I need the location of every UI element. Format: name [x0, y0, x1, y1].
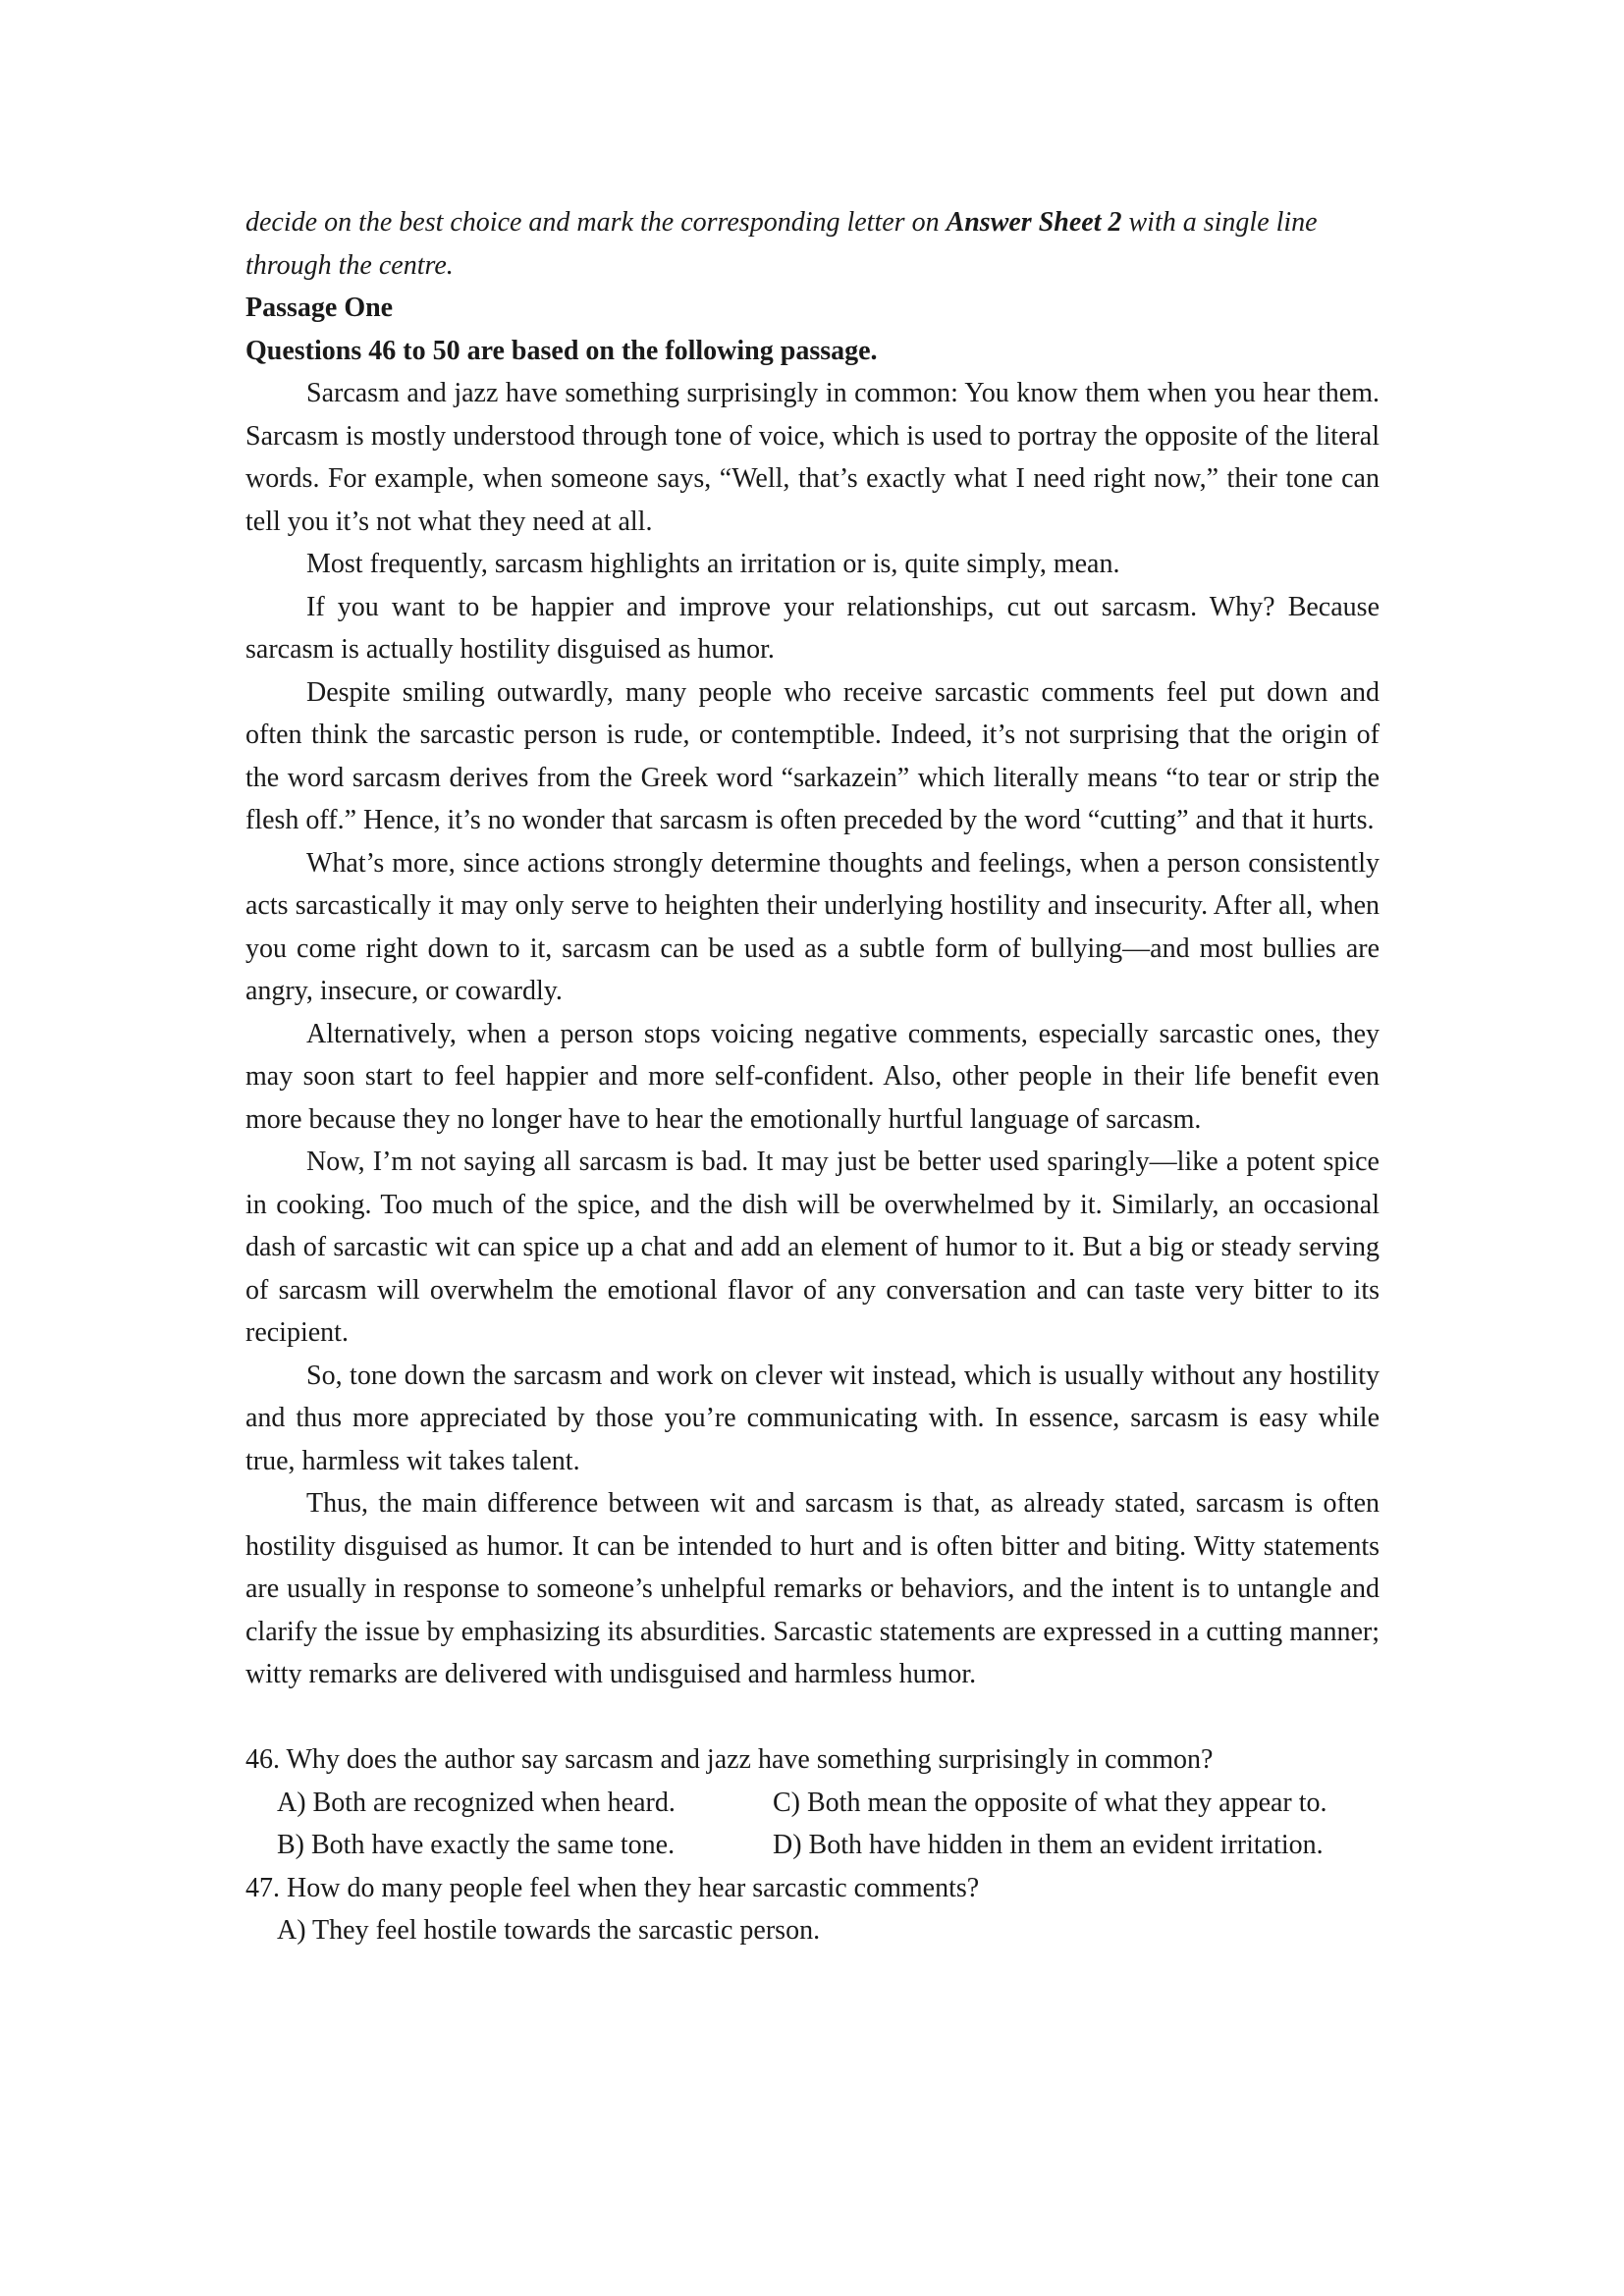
- option-46-c[interactable]: C) Both mean the opposite of what they appear to.: [773, 1787, 1327, 1818]
- option-46-d[interactable]: D) Both have hidden in them an evident irritation.: [773, 1830, 1324, 1860]
- answer-sheet-label: Answer Sheet 2: [946, 207, 1122, 238]
- option-47-a[interactable]: A) They feel hostile towards the sarcastic person.: [277, 1915, 821, 1946]
- passage-paragraph: Most frequently, sarcasm highlights an irritation or is, quite simply, mean.: [306, 549, 1120, 579]
- passage-paragraph: Alternatively, when a person stops voicing negative comments, especially sarcastic ones, they may soon start to feel happier and more self-confident. Also, other people in their life benefit even more because they no longer have to hear the emotionally hurtful language of sarcasm.: [245, 1018, 1380, 1135]
- option-46-b[interactable]: B) Both have exactly the same tone.: [277, 1830, 676, 1860]
- question-46-options: [245, 1782, 1380, 1867]
- passage-paragraph: What’s more, since actions strongly determine thoughts and feelings, when a person consistently acts sarcastically it may only serve to heighten their underlying hostility and insecurity. After all, when you come right down to it, sarcasm can be used as a subtle form of bullying—and most bullies are angry, insecure, or cowardly.: [245, 847, 1380, 1006]
- question-46: 46. Why does the author say sarcasm and jazz have something surprisingly in common?: [245, 1744, 1214, 1775]
- passage-paragraph: Now, I’m not saying all sarcasm is bad. It may just be better used sparingly—like a potent spice in cooking. Too much of the spice, and the dish will be overwhelmed by it. Similarly, an occasional dash of sarcastic wit can spice up a chat and add an element of humor to it. But a big or steady serving of sarcasm will overwhelm the emotional flavor of any conversation and can taste very bitter to its recipient.: [245, 1147, 1380, 1348]
- exam-page: [245, 201, 1380, 1952]
- passage-paragraph: If you want to be happier and improve your relationships, cut out sarcasm. Why? Because sarcasm is actually hostility disguised as humor.: [245, 591, 1380, 665]
- passage-subtitle: Questions 46 to 50 are based on the following passage.: [245, 335, 878, 366]
- passage-paragraph: Thus, the main difference between wit and sarcasm is that, as already stated, sarcasm is often hostility disguised as humor. It can be intended to hurt and is often bitter and biting. Witty statements are usually in response to someone’s unhelpful remarks or behaviors, and the intent is to untangle and clarify the issue by emphasizing its absurdities. Sarcastic statements are expressed in a cutting manner; witty remarks are delivered with undisguised and harmless humor.: [245, 1488, 1380, 1689]
- passage-paragraph: Despite smiling outwardly, many people who receive sarcastic comments feel put down and often think the sarcastic person is rude, or contemptible. Indeed, it’s not surprising that the origin of the word sarcasm derives from the Greek word “sarkazein” which literally means “to tear or strip the flesh off.” Hence, it’s no wonder that sarcasm is often preceded by the word “cutting” and that it hurts.: [245, 676, 1380, 835]
- passage-paragraph: So, tone down the sarcasm and work on clever wit instead, which is usually without any hostility and thus more appreciated by those you’re communicating with. In essence, sarcasm is easy while true, harmless wit takes talent.: [245, 1360, 1380, 1476]
- instructions-text-1: decide on the best choice and mark the corresponding letter on: [245, 207, 947, 238]
- instructions-text-2: with a single line through the centre.: [245, 207, 1318, 281]
- passage-title: Passage One: [245, 293, 394, 323]
- question-47: 47. How do many people feel when they hear sarcastic comments?: [245, 1872, 980, 1903]
- spacer: [245, 1696, 1380, 1739]
- option-46-a[interactable]: A) Both are recognized when heard.: [277, 1787, 676, 1818]
- passage-paragraph: Sarcasm and jazz have something surprisingly in common: You know them when you hear them. Sarcasm is mostly understood through tone of voice, which is used to portray the opposite of the literal words. For example, when someone says, “Well, that’s exactly what I need right now,” their tone can tell you it’s not what they need at all.: [245, 378, 1380, 537]
- instructions: [245, 201, 1380, 287]
